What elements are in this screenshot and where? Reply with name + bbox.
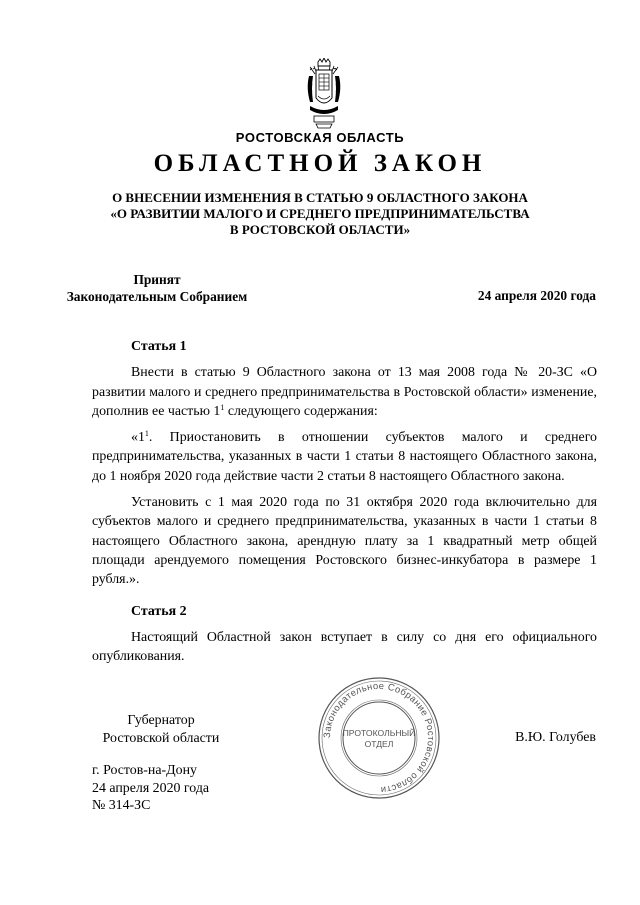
article-1-paragraph-3: Установить с 1 мая 2020 года по 31 октября 2020 года включительно для субъектов малого и среднего предпринимательства, указанных в части 1 статьи 8 настоящего Областного закона, арендную плату за 1 квадратный метр общей площади арендуемого помещения Ростовского бизнес-инкубатора в размере 1 рубля.». <box>92 495 597 588</box>
law-subtitle <box>100 190 540 238</box>
adoption-block <box>62 271 252 305</box>
subtitle-line: «О РАЗВИТИИ МАЛОГО И СРЕДНЕГО ПРЕДПРИНИМАТЕЛЬСТВА <box>110 206 530 221</box>
stamp-center-line: ОТДЕЛ <box>364 739 394 749</box>
adoption-body: Законодательным Собранием <box>66 289 248 304</box>
signatory-name: В.Ю. Голубев <box>515 730 596 745</box>
place-date-number <box>92 762 209 815</box>
stamp-ring-text: Законодательное Собрание Ростовской области <box>320 679 438 797</box>
place-city: г. Ростов-на-Дону <box>92 763 197 778</box>
article-1-heading: Статья 1 <box>131 339 187 354</box>
signatory-title <box>86 712 236 748</box>
subtitle-line: В РОСТОВСКОЙ ОБЛАСТИ» <box>229 222 411 237</box>
law-number: № 314-ЗС <box>92 798 151 813</box>
adoption-line: Принят <box>133 272 181 287</box>
signatory-title-line: Губернатор <box>127 713 195 728</box>
article-2-heading: Статья 2 <box>131 603 187 619</box>
document-type-title: ОБЛАСТНОЙ ЗАКОН <box>153 150 487 177</box>
law-body <box>92 337 597 666</box>
region-name: РОСТОВСКАЯ ОБЛАСТЬ <box>235 130 405 145</box>
article-2-paragraph-1: Настоящий Областной закон вступает в силу со дня его официального опубликования. <box>92 629 597 665</box>
subtitle-line: О ВНЕСЕНИИ ИЗМЕНЕНИЯ В СТАТЬЮ 9 ОБЛАСТНОГО ЗАКОНА <box>112 190 528 205</box>
article-1-paragraph-2: «$1^1$. Приостановить в отношении субъектов малого и среднего предпринимательства, указанных в части 1 статьи 8 настоящего Областного закона, до 1 ноября 2020 года действие части 2 статьи 8 настоящего Областного закона. <box>92 429 597 484</box>
article-1-paragraph-1: Внести в статью 9 Областного закона от 13 мая 2008 года № 20-ЗС «О развитии малого и среднего предпринимательства в Ростовской области» изменение, дополнив ее частью $1^1$ следующего содержания: <box>92 365 597 419</box>
signatory-title-line: Ростовской области <box>102 731 220 746</box>
stamp-center-line: ПРОТОКОЛЬНЫЙ <box>342 728 416 738</box>
rostov-coat-of-arms-icon <box>304 58 344 130</box>
place-date: 24 апреля 2020 года <box>92 780 210 796</box>
adoption-date: 24 апреля 2020 года <box>477 288 596 303</box>
seal-stamp-icon <box>316 675 442 801</box>
